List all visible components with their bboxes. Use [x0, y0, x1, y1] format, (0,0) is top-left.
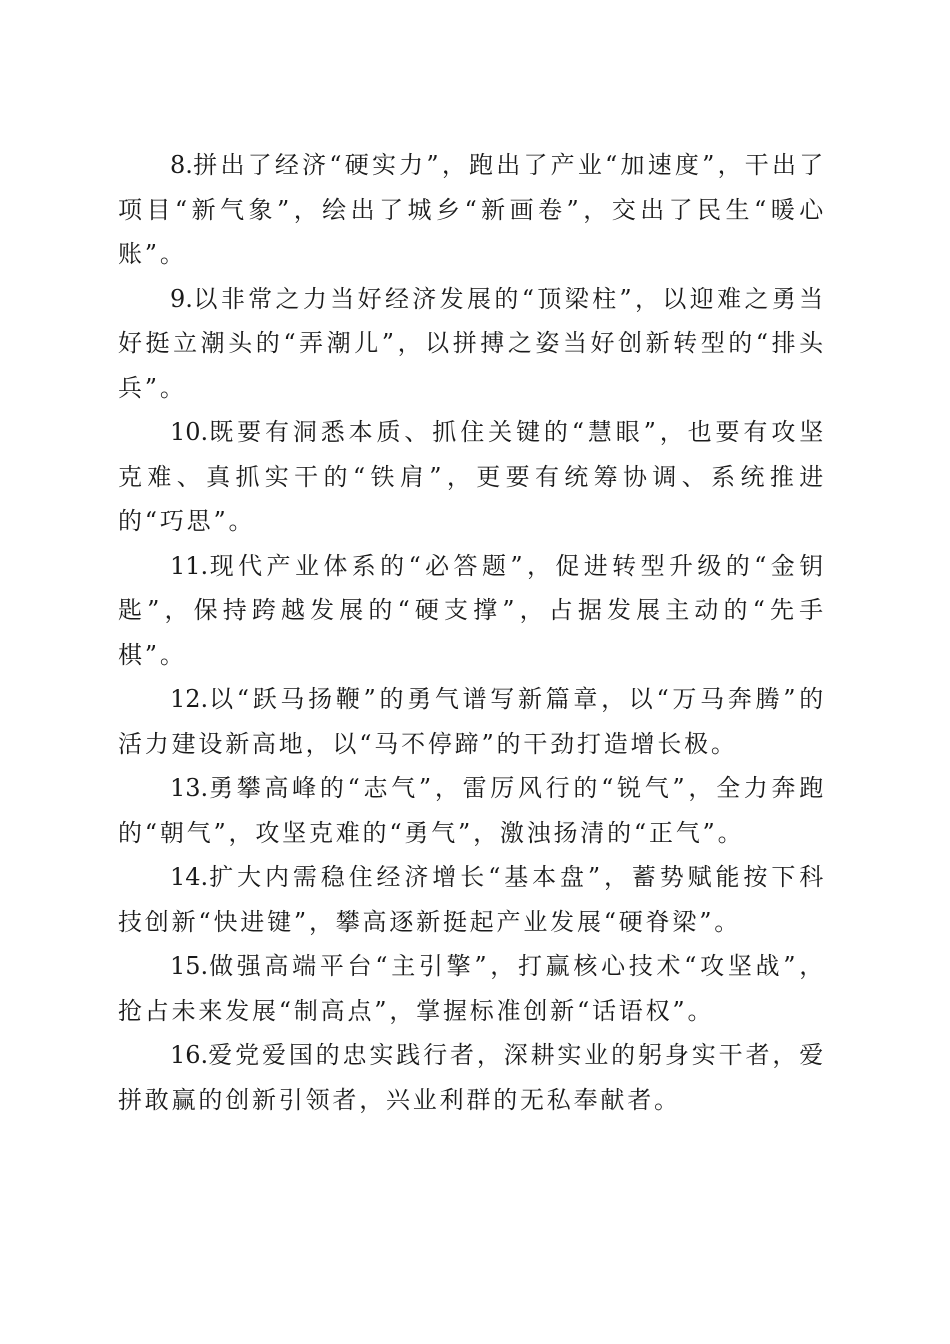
paragraph-10 — [118, 410, 826, 544]
paragraph-11 — [118, 544, 826, 678]
document-body — [118, 143, 826, 1122]
paragraph-14 — [118, 855, 826, 944]
paragraph-12 — [118, 677, 826, 766]
paragraph-15 — [118, 944, 826, 1033]
paragraph-number: 11. — [170, 551, 209, 580]
paragraph-text: 以“跃马扬鞭”的勇气谱写新篇章，以“万马奔腾”的活力建设新高地，以“马不停蹄”的干劲打造增长极。 — [118, 685, 826, 758]
paragraph-13 — [118, 766, 826, 855]
paragraph-8 — [118, 143, 826, 277]
paragraph-text: 拼出了经济“硬实力”，跑出了产业“加速度”，干出了项目“新气象”，绘出了城乡“新画卷”，交出了民生“暖心账”。 — [118, 151, 826, 268]
paragraph-number: 10. — [170, 418, 209, 446]
paragraph-text: 爱党爱国的忠实践行者，深耕实业的躬身实干者，爱拼敢赢的创新引领者，兴业利群的无私奉献者。 — [118, 1041, 826, 1114]
paragraph-number: 15. — [170, 952, 209, 980]
paragraph-9 — [118, 277, 826, 411]
paragraph-16 — [118, 1033, 826, 1122]
paragraph-number: 13. — [170, 774, 209, 802]
paragraph-number: 16. — [170, 1041, 209, 1069]
paragraph-text: 勇攀高峰的“志气”，雷厉风行的“锐气”，全力奔跑的“朝气”，攻坚克难的“勇气”，激浊扬清的“正气”。 — [118, 774, 826, 847]
paragraph-text: 既要有洞悉本质、抓住关键的“慧眼”，也要有攻坚克难、真抓实干的“铁肩”，更要有统筹协调、系统推进的“巧思”。 — [118, 418, 826, 535]
paragraph-number: 12. — [170, 685, 209, 713]
paragraph-text: 扩大内需稳住经济增长“基本盘”，蓄势赋能按下科技创新“快进键”，攀高逐新挺起产业发展“硬脊梁”。 — [118, 863, 826, 936]
paragraph-number: 8. — [170, 151, 193, 179]
paragraph-number: 9. — [170, 284, 193, 313]
paragraph-number: 14. — [170, 863, 209, 891]
paragraph-text: 做强高端平台“主引擎”，打赢核心技术“攻坚战”，抢占未来发展“制高点”，掌握标准创新“话语权”。 — [118, 952, 826, 1025]
paragraph-text: 现代产业体系的“必答题”，促进转型升级的“金钥匙”，保持跨越发展的“硬支撑”，占据发展主动的“先手棋”。 — [118, 551, 826, 669]
paragraph-text: 以非常之力当好经济发展的“顶梁柱”，以迎难之勇当好挺立潮头的“弄潮儿”，以拼搏之姿当好创新转型的“排头兵”。 — [118, 284, 826, 402]
